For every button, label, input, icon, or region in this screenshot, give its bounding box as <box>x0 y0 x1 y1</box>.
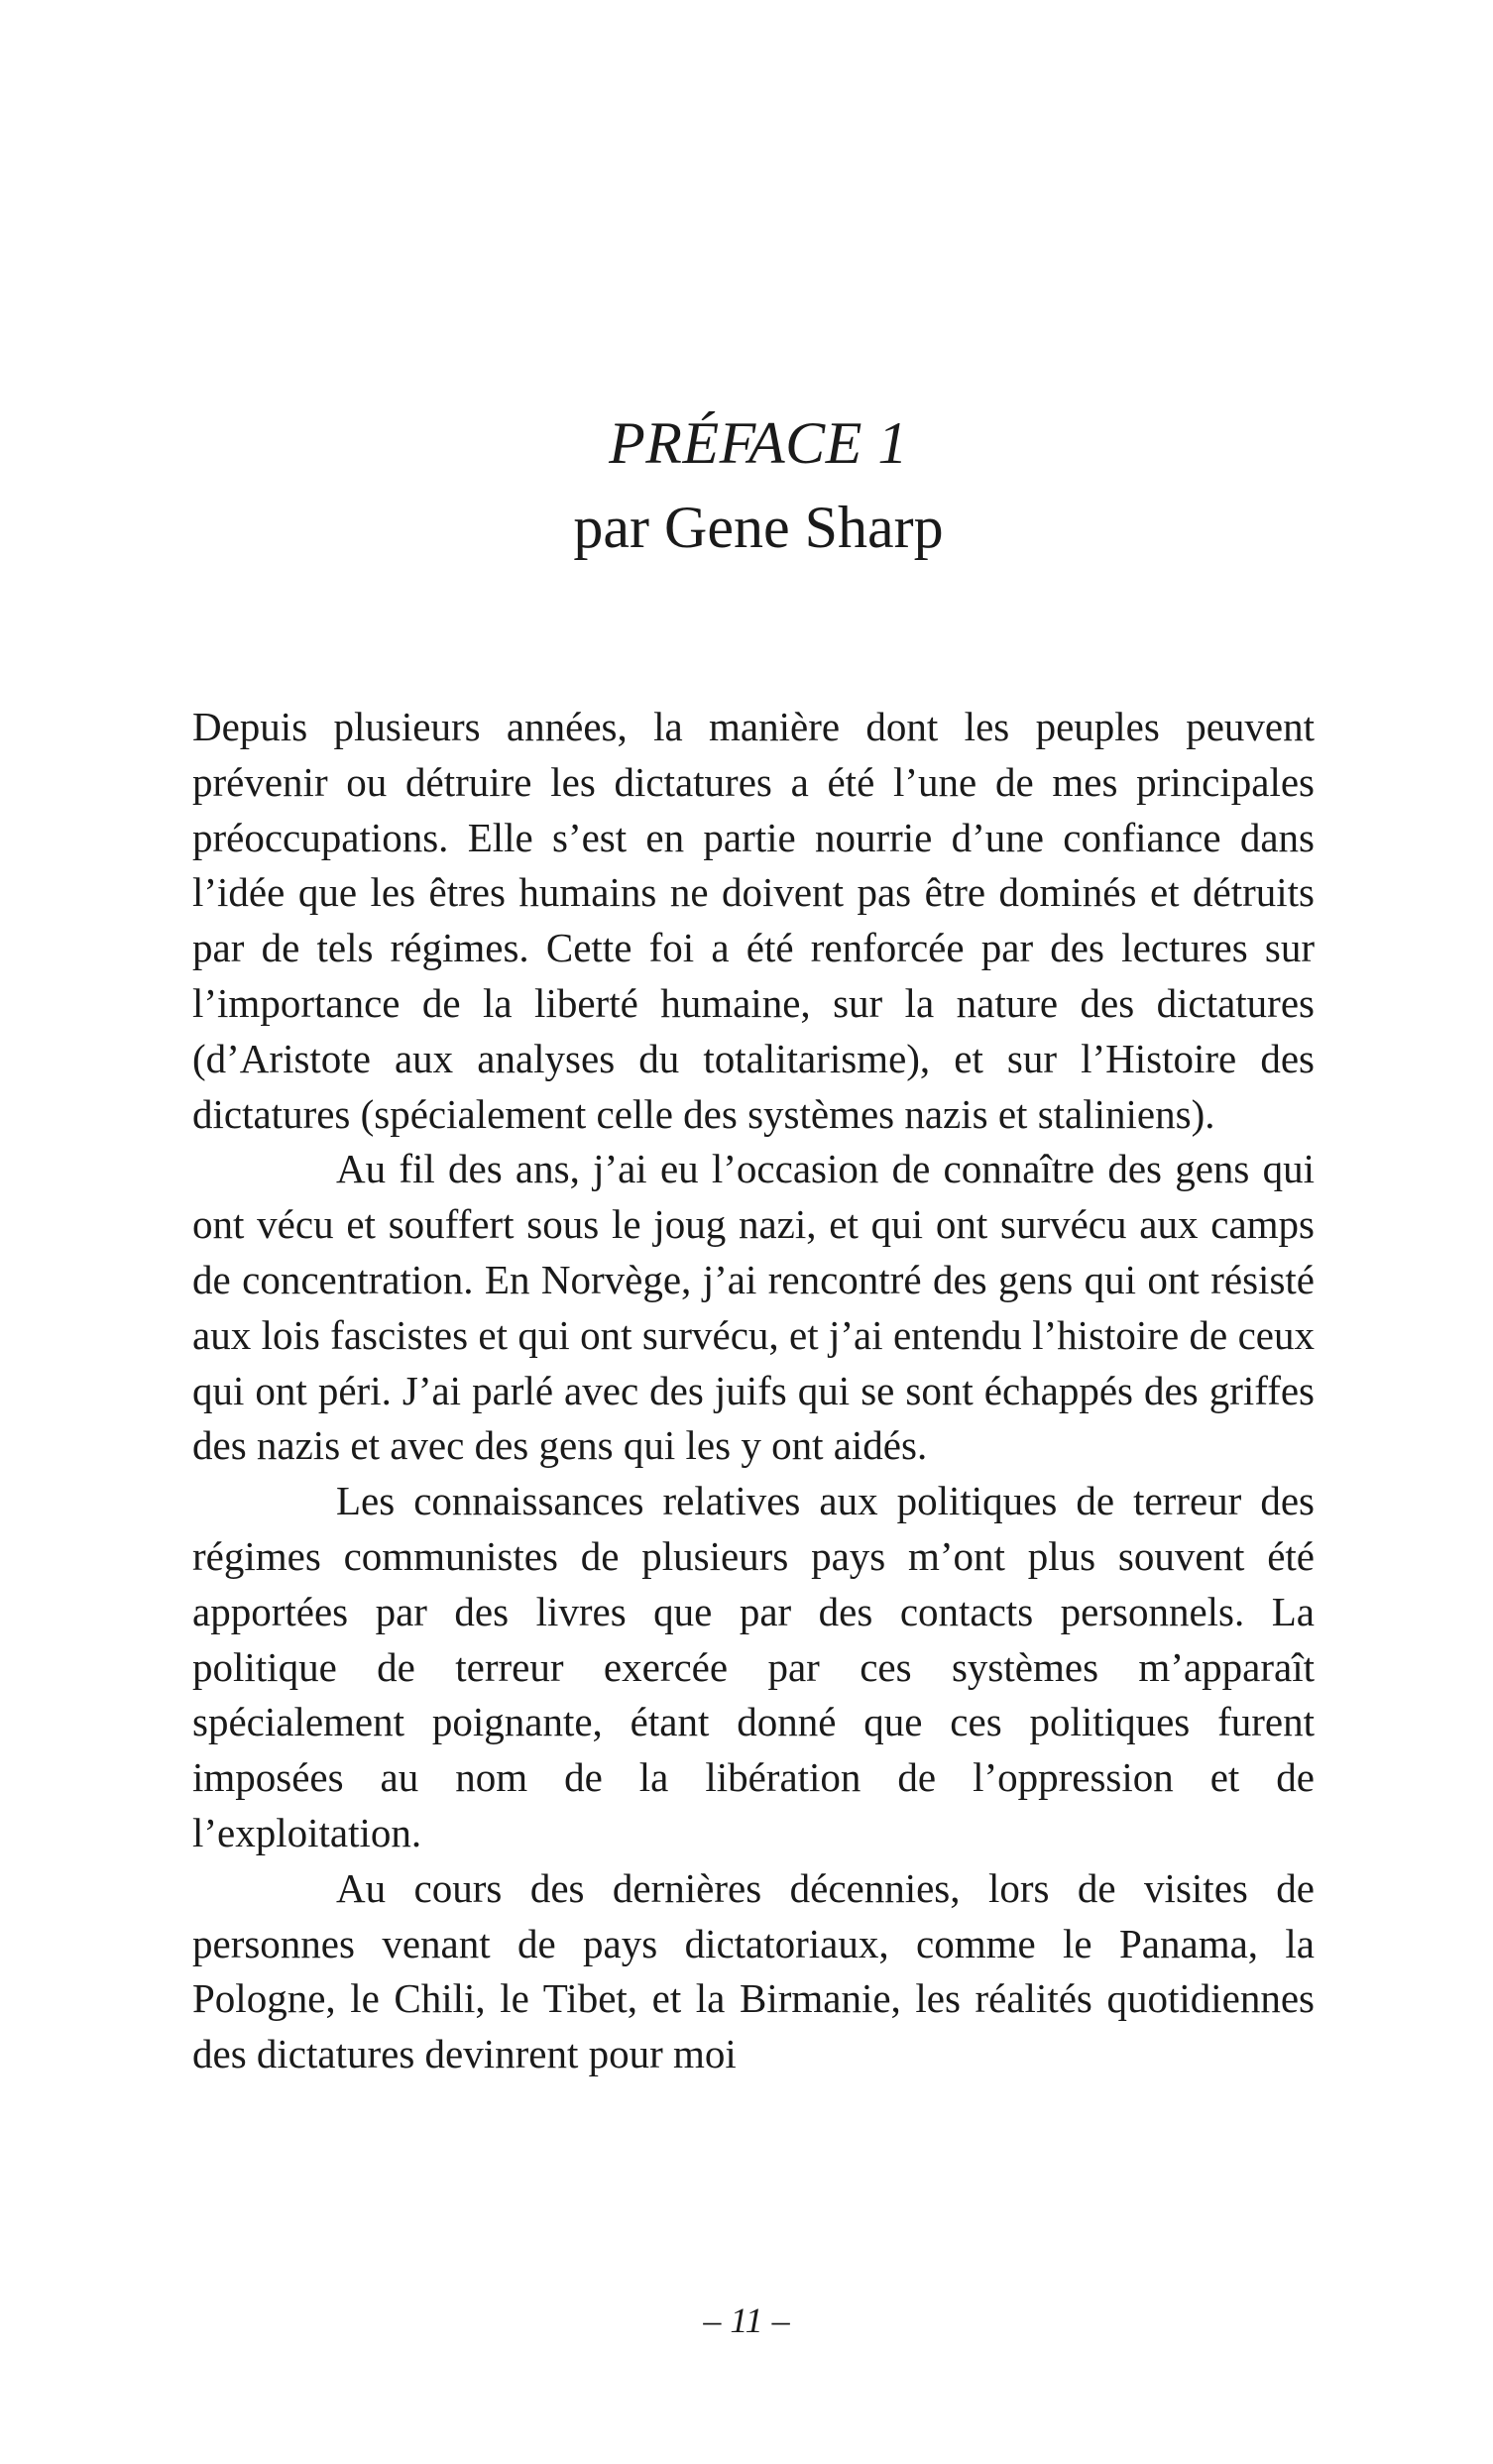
page-number: – 11 – <box>703 2300 790 2340</box>
paragraph-1: Depuis plusieurs années, la manière dont les peuples peuvent prévenir ou détruire les dictatures a été l’une de mes principales préoccupations. Elle s’est en partie nourrie d’une confiance dans l’idée que les êtres humains ne doivent pas être dominés et détruits par de tels régimes. Cette foi a été renforcée par des lectures sur l’importance de la liberté humaine, sur la nature des dictatures (d’Aristote aux analyses du totalitarisme), et sur l’Histoire des dictatures (spécialement celle des systèmes nazis et staliniens). <box>192 704 1315 1137</box>
body-text <box>192 700 1315 2082</box>
paragraph-4: Au cours des dernières décennies, lors de visites de personnes venant de pays dictatoriaux, comme le Panama, la Pologne, le Chili, le Tibet, et la Birmanie, les réalités quotidiennes des dictatures devinrent pour moi <box>192 1864 1315 2077</box>
chapter-title: PRÉFACE 1 <box>609 410 908 476</box>
chapter-author: par Gene Sharp <box>573 495 944 560</box>
paragraph-3: Les connaissances relatives aux politiques de terreur des régimes communistes de plusieurs pays m’ont plus souvent été apportées par des livres que par des contacts personnels. La politique de terreur exercée par ces systèmes m’apparaît spécialement poignante, étant donné que ces politiques furent imposées au nom de la libération de l’oppression et de l’exploitation. <box>192 1478 1315 1855</box>
paragraph-2: Au fil des ans, j’ai eu l’occasion de connaître des gens qui ont vécu et souffert sous le joug nazi, et qui ont survécu aux camps de concentration. En Norvège, j’ai rencontré des gens qui ont résisté aux lois fascistes et qui ont survécu, et j’ai entendu l’histoire de ceux qui ont péri. J’ai parlé avec des juifs qui se sont échappés des griffes des nazis et avec des gens qui les y ont aidés. <box>192 1146 1315 1469</box>
